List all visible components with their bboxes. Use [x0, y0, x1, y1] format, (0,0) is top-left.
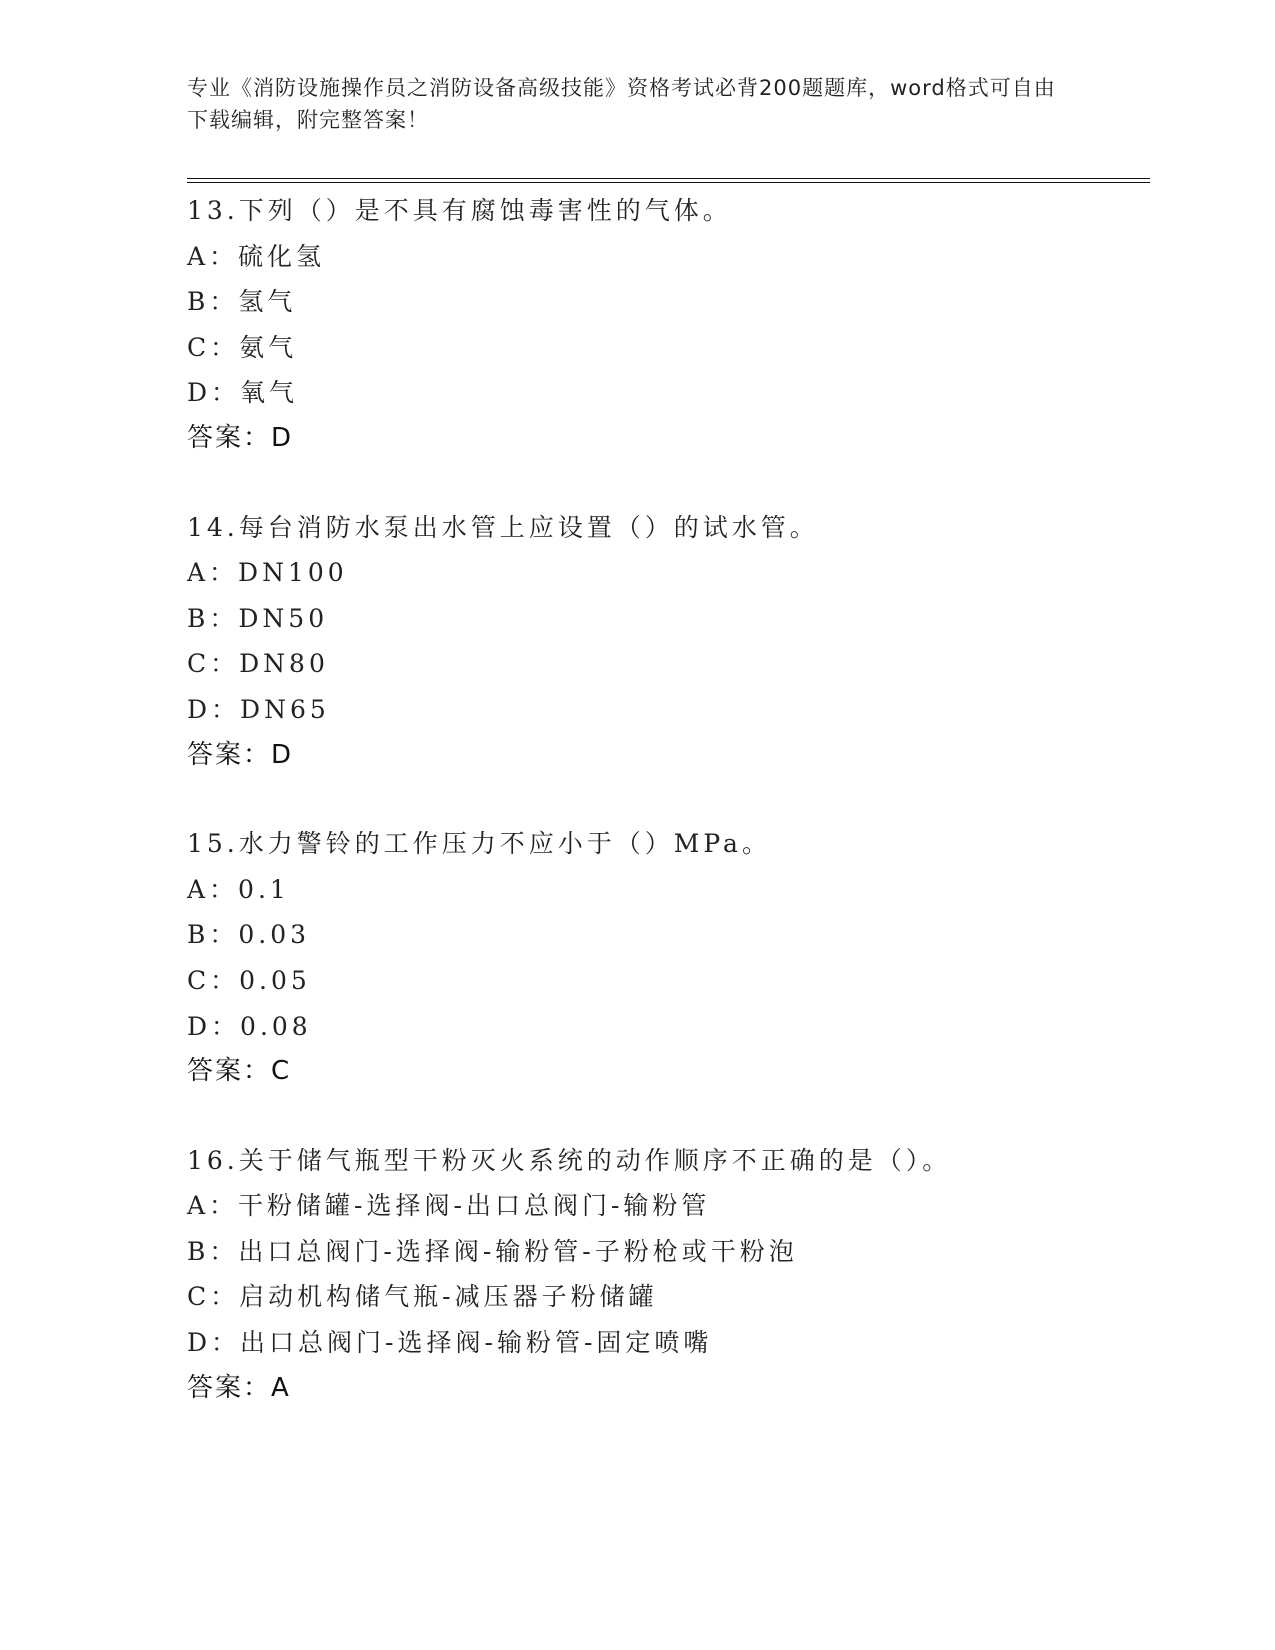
- question-stem: 16.关于储气瓶型干粉灭火系统的动作顺序不正确的是（）。: [187, 1145, 952, 1175]
- option-d: D：0.08: [187, 1011, 312, 1041]
- option-a: A：DN100: [187, 558, 348, 588]
- option-a: A：硫化氢: [187, 241, 326, 271]
- question-15: [187, 821, 1150, 1095]
- question-list: [187, 188, 1150, 1454]
- option-a: A：0.1: [187, 874, 290, 904]
- option-d: D：出口总阀门-选择阀-输粉管-固定喷嘴: [187, 1328, 713, 1358]
- answer-line: 答案：C: [187, 1056, 292, 1087]
- option-b: B：出口总阀门-选择阀-输粉管-子粉枪或干粉泡: [187, 1236, 798, 1266]
- question-16: [187, 1138, 1150, 1412]
- answer-line: 答案：D: [187, 739, 294, 770]
- question-14: [187, 505, 1150, 779]
- option-c: C：氨气: [187, 332, 298, 362]
- option-b: B：0.03: [187, 920, 311, 950]
- option-d: D：氧气: [187, 378, 299, 408]
- question-stem: 15.水力警铃的工作压力不应小于（）MPa。: [187, 829, 771, 859]
- option-c: C：启动机构储气瓶-减压器子粉储罐: [187, 1282, 658, 1312]
- option-c: C：DN80: [187, 649, 329, 679]
- question-stem: 13.下列（）是不具有腐蚀毒害性的气体。: [187, 196, 732, 225]
- option-c: C：0.05: [187, 965, 311, 995]
- header-divider-top: [187, 178, 1150, 179]
- option-b: B：氢气: [187, 287, 297, 317]
- question-stem: 14.每台消防水泵出水管上应设置（）的试水管。: [187, 512, 819, 542]
- answer-line: 答案：D: [187, 422, 294, 453]
- option-a: A：干粉储罐-选择阀-出口总阀门-输粉管: [187, 1191, 711, 1221]
- answer-line: 答案：A: [187, 1372, 291, 1403]
- option-d: D：DN65: [187, 694, 330, 724]
- page-header: 专业《消防设施操作员之消防设备高级技能》资格考试必背200题题库，word格式可自由下载编辑，附完整答案！: [187, 76, 1056, 132]
- option-b: B：DN50: [187, 603, 329, 633]
- question-13: [187, 188, 1150, 462]
- header-divider-bottom: [187, 182, 1150, 183]
